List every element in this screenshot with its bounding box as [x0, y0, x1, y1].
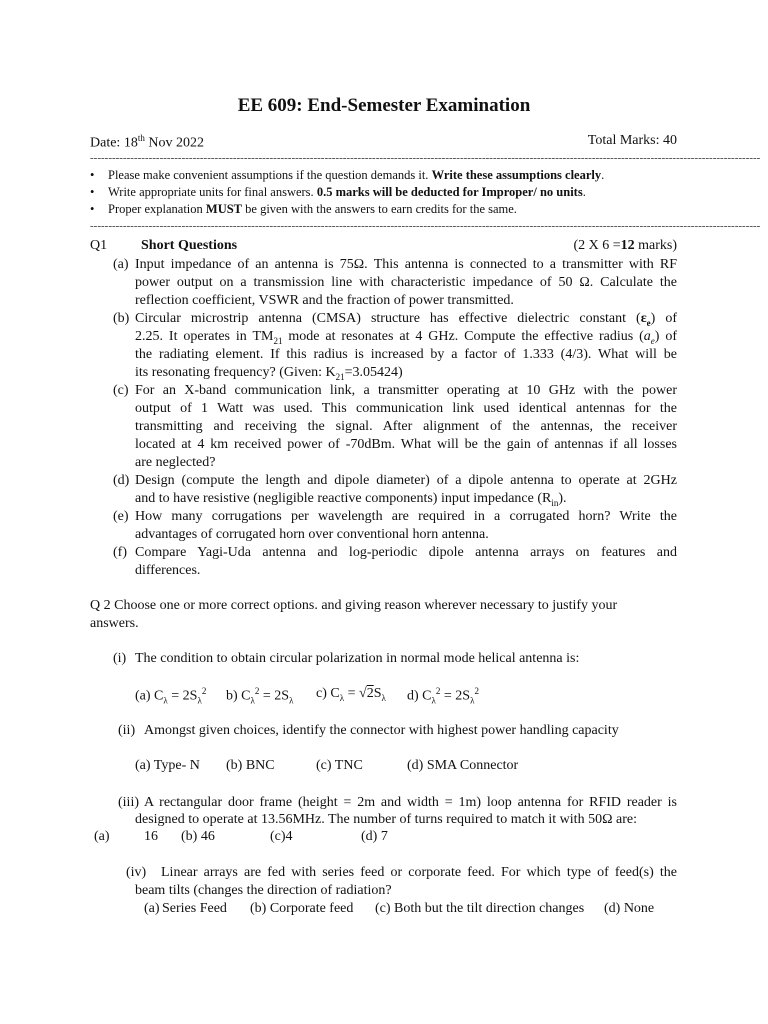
q1b-line: Circular microstrip antenna (CMSA) structure has effective dielectric constant $(\varepsilon_e)$ of	[135, 311, 677, 328]
q1c-label: (c)	[113, 383, 129, 398]
option: (a) Type- N	[135, 758, 200, 773]
option: (c)4	[270, 829, 293, 844]
bullet-icon: •	[90, 168, 95, 182]
q2iv-line: beam tilts (changes the direction of radiation?	[135, 883, 392, 898]
instruction-item: • Please make convenient assumptions if the question demands it. Write these assumptions clearly.	[90, 168, 605, 182]
q1a-line: Input impedance of an antenna is 75Ω. This antenna is connected to a transmitter with RF	[135, 257, 677, 272]
q1a-label: (a)	[113, 257, 129, 272]
q2iv-line: Linear arrays are fed with series feed or corporate feed. For which type of feed(s) the	[161, 865, 677, 880]
q1a-line: power output on a transmission line with characteristic impedance of 50 Ω. Calculate the	[135, 275, 677, 290]
q1-marks: (2 X 6 =12 marks)	[573, 238, 677, 253]
q1b-label: (b)	[113, 311, 130, 326]
option: Series Feed	[162, 901, 227, 916]
q1-heading: Short Questions	[141, 238, 238, 253]
q2iv-label: (iv)	[126, 865, 147, 880]
q2ii-text: Amongst given choices, identify the connector with highest power handling capacity	[144, 723, 619, 738]
q1c-line: For an X-band communication link, a transmitter operating at 10 GHz with the power	[135, 383, 677, 398]
sqrt-symbol: √	[359, 686, 367, 701]
option: (a) $C_\lambda = 2S_\lambda^2$	[135, 686, 207, 706]
q2-intro: Q 2 Choose one or more correct options. and giving reason wherever necessary to justify your	[90, 598, 618, 613]
option: (a)	[94, 829, 110, 844]
q2ii-options	[0, 758, 768, 778]
option: b) $C_\lambda^2 = 2S_\lambda$	[226, 686, 294, 706]
q1-number: Q1	[90, 238, 108, 253]
q1d-label: (d)	[113, 473, 130, 488]
instruction-item: • Proper explanation MUST be given with the answers to earn credits for the same.	[90, 202, 517, 216]
q1c-line: output of 1 Watt was used. This communication link used identical antennas for the	[135, 401, 677, 416]
q1f-label: (f)	[113, 545, 127, 560]
q1a-line: reflection coefficient, VSWR and the fraction of power transmitted.	[135, 293, 514, 308]
total-marks: Total Marks: 40	[587, 133, 677, 148]
q1e-label: (e)	[113, 509, 129, 524]
q1e-line: How many corrugations per wavelength are required in a corrugated horn? Write the	[135, 509, 677, 524]
q2-intro: answers.	[90, 616, 139, 631]
divider: ---------------------------------------------------------------------------------------------------------------------------------------------------------------------------------------	[90, 152, 761, 164]
instruction-item: • Write appropriate units for final answers. 0.5 marks will be deducted for Improper/ no units.	[90, 185, 586, 199]
q2iv-options	[0, 901, 768, 921]
q1f-line: differences.	[135, 563, 201, 578]
q1b-line: the radiating element. If this radius is increased by a factor of 1.333 (4/3). What will be	[135, 347, 677, 362]
option: (d) None	[604, 901, 655, 916]
option: d) $C_\lambda^2 = 2S_\lambda^2$	[407, 686, 479, 706]
bullet-icon: •	[90, 202, 95, 216]
option: c) $C_\lambda = √2S_\lambda$	[316, 686, 386, 703]
q2i-label: (i)	[113, 651, 127, 666]
q1c-line: transmitting and receiving the signal. After alignment of the antennas, the receiver	[135, 419, 677, 434]
option: (b) Corporate feed	[250, 901, 354, 916]
q1c-line: are neglected?	[135, 455, 216, 470]
q1d-line: and to have resistive (negligible reactive components) input impedance $(R_{in})$.	[135, 491, 567, 508]
divider: ---------------------------------------------------------------------------------------------------------------------------------------------------------------------------------------	[90, 220, 761, 232]
option: (b) BNC	[226, 758, 275, 773]
q2i-text: The condition to obtain circular polarization in normal mode helical antenna is:	[135, 651, 580, 666]
q1d-line: Design (compute the length and dipole diameter) of a dipole antenna to operate at 2GHz	[135, 473, 677, 488]
q2iii-label: (iii)	[118, 795, 139, 810]
q1b-line: its resonating frequency? (Given: $K_{21}=3.05424$)	[135, 365, 403, 382]
q2iii-line: A rectangular door frame (height = 2m and width = 1m) loop antenna for RFID reader is	[144, 795, 677, 810]
option: (c) TNC	[316, 758, 363, 773]
exam-date: Date: 18th Nov 2022	[90, 133, 204, 151]
bullet-icon: •	[90, 185, 95, 199]
q1e-line: advantages of corrugated horn over conventional horn antenna.	[135, 527, 489, 542]
option: (c) Both but the tilt direction changes	[375, 901, 585, 916]
option: (d) SMA Connector	[407, 758, 519, 773]
option: (a)	[144, 901, 160, 916]
q2ii-label: (ii)	[118, 723, 136, 738]
exam-title: EE 609: End-Semester Examination	[237, 95, 531, 116]
option: (b) 46	[181, 829, 215, 844]
q2iii-line: designed to operate at 13.56MHz. The number of turns required to match it with 50Ω are:	[135, 812, 637, 827]
option: 16	[144, 829, 158, 844]
q2i-options	[0, 686, 768, 706]
q1b-line: 2.25. It operates in $TM_{21}$ mode at resonates at 4 GHz. Compute the effective radius $(a_e)$ of	[135, 329, 677, 346]
q1c-line: located at 4 km received power of -70dBm. What will be the gain of antennas if all losses	[135, 437, 677, 452]
q2iii-options	[0, 829, 768, 849]
q1f-line: Compare Yagi-Uda antenna and log-periodic dipole antenna arrays on features and	[135, 545, 677, 560]
option: (d) 7	[361, 829, 388, 844]
